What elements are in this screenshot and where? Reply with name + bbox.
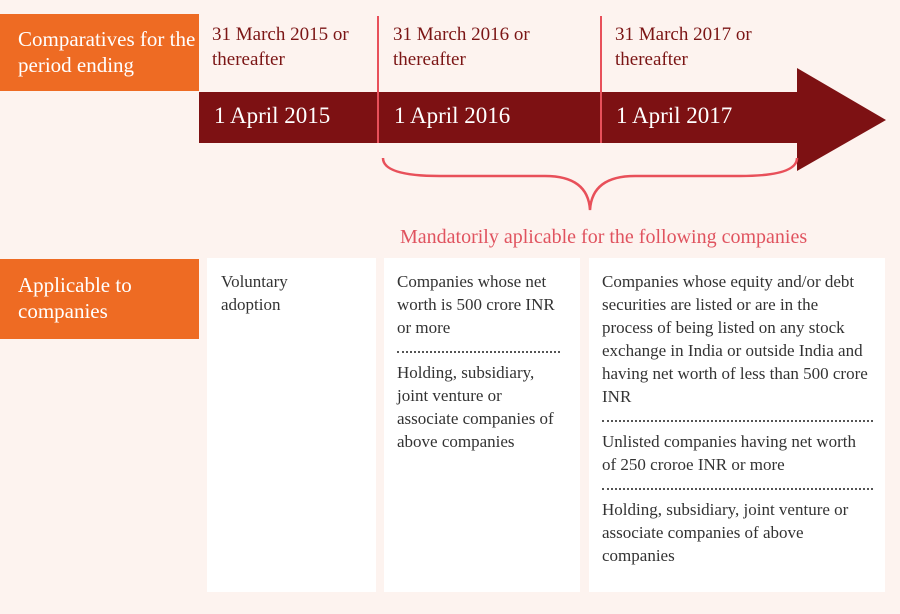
applicable-label-text: Applicable to companies bbox=[18, 273, 132, 323]
period-2015: 31 March 2015 or thereafter bbox=[212, 24, 349, 70]
date-2016: 1 April 2016 bbox=[394, 103, 511, 128]
entry-unlisted-250: Unlisted companies having net worth of 250 croroe INR or more bbox=[602, 432, 857, 474]
dotted-divider bbox=[602, 420, 873, 422]
column-2016 bbox=[384, 258, 580, 592]
dotted-divider bbox=[397, 351, 560, 353]
date-2017: 1 April 2017 bbox=[616, 103, 733, 128]
period-2017: 31 March 2017 or thereafter bbox=[615, 24, 752, 70]
entry-net-worth-500: Companies whose net worth is 500 crore INR or more bbox=[397, 272, 555, 337]
curly-brace bbox=[383, 158, 797, 210]
column-2017 bbox=[589, 258, 885, 592]
mandatory-note: Mandatorily aplicable for the following companies bbox=[400, 226, 808, 248]
dotted-divider bbox=[602, 488, 873, 490]
period-2016: 31 March 2016 or thereafter bbox=[393, 24, 530, 70]
entry-listed-companies: Companies whose equity and/or debt securities are listed or are in the process of being listed on any stock exchange in India or outside India and having net worth of less than 500 crore INR bbox=[602, 272, 868, 406]
entry-voluntary-adoption: Voluntary adoption bbox=[221, 272, 288, 314]
comparatives-label-text: Comparatives for the period ending bbox=[18, 27, 196, 77]
applicable-label bbox=[0, 259, 199, 339]
entry-holding-2017: Holding, subsidiary, joint venture or associate companies of above companies bbox=[602, 500, 849, 565]
entry-holding-2016: Holding, subsidiary, joint venture or associate companies of above companies bbox=[397, 363, 554, 451]
column-voluntary bbox=[207, 258, 376, 592]
date-2015: 1 April 2015 bbox=[214, 103, 331, 128]
